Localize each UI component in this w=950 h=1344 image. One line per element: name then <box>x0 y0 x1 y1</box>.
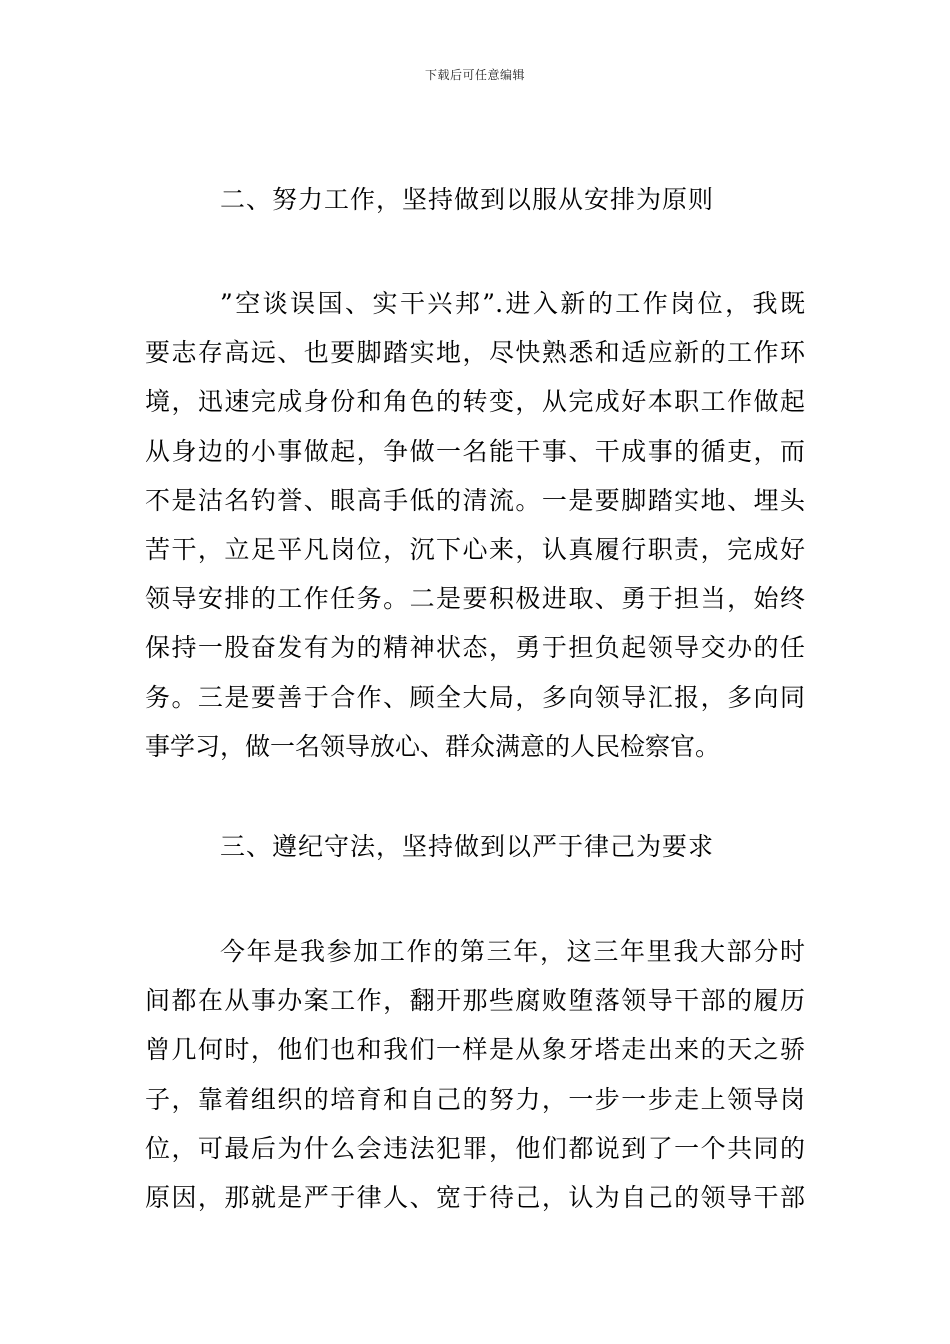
paragraph-line: 事学习，做一名领导放心、群众满意的人民检察官。 <box>145 731 721 761</box>
paragraph-section-2 <box>145 279 805 771</box>
paragraph-line: 子，靠着组织的培育和自己的努力，一步一步走上领导岗 <box>145 1084 805 1114</box>
paragraph-section-3 <box>145 927 805 1222</box>
paragraph-line: 领导安排的工作任务。二是要积极进取、勇于担当，始终 <box>145 584 805 614</box>
paragraph-line: 不是沽名钓誉、眼高手低的清流。一是要脚踏实地、埋头 <box>145 485 805 515</box>
paragraph-line: 保持一股奋发有为的精神状态，勇于担负起领导交办的任 <box>145 633 805 663</box>
section-heading-3: 三、遵纪守法，坚持做到以严于律己为要求 <box>220 832 715 861</box>
paragraph-line: 务。三是要善于合作、顾全大局，多向领导汇报，多向同 <box>145 682 805 712</box>
paragraph-line: 境，迅速完成身份和角色的转变，从完成好本职工作做起 <box>145 387 805 417</box>
paragraph-line: 曾几何时，他们也和我们一样是从象牙塔走出来的天之骄 <box>145 1035 805 1065</box>
page-header: 下载后可任意编辑 <box>424 68 525 82</box>
section-heading-2: 二、努力工作，坚持做到以服从安排为原则 <box>220 185 715 214</box>
paragraph-line: 位，可最后为什么会违法犯罪，他们都说到了一个共同的 <box>145 1133 805 1163</box>
paragraph-line: ”空谈误国、实干兴邦”.进入新的工作岗位，我既 <box>220 289 805 318</box>
paragraph-line: 间都在从事办案工作，翻开那些腐败堕落领导干部的履历 <box>145 986 805 1016</box>
paragraph-line: 要志存高远、也要脚踏实地，尽快熟悉和适应新的工作环 <box>145 338 805 368</box>
paragraph-line: 原因，那就是严于律人、宽于待己，认为自己的领导干部 <box>145 1182 805 1212</box>
paragraph-line: 从身边的小事做起，争做一名能干事、干成事的循吏，而 <box>145 436 805 466</box>
paragraph-line: 今年是我参加工作的第三年，这三年里我大部分时 <box>220 937 805 966</box>
paragraph-line: 苦干，立足平凡岗位，沉下心来，认真履行职责，完成好 <box>145 534 805 564</box>
